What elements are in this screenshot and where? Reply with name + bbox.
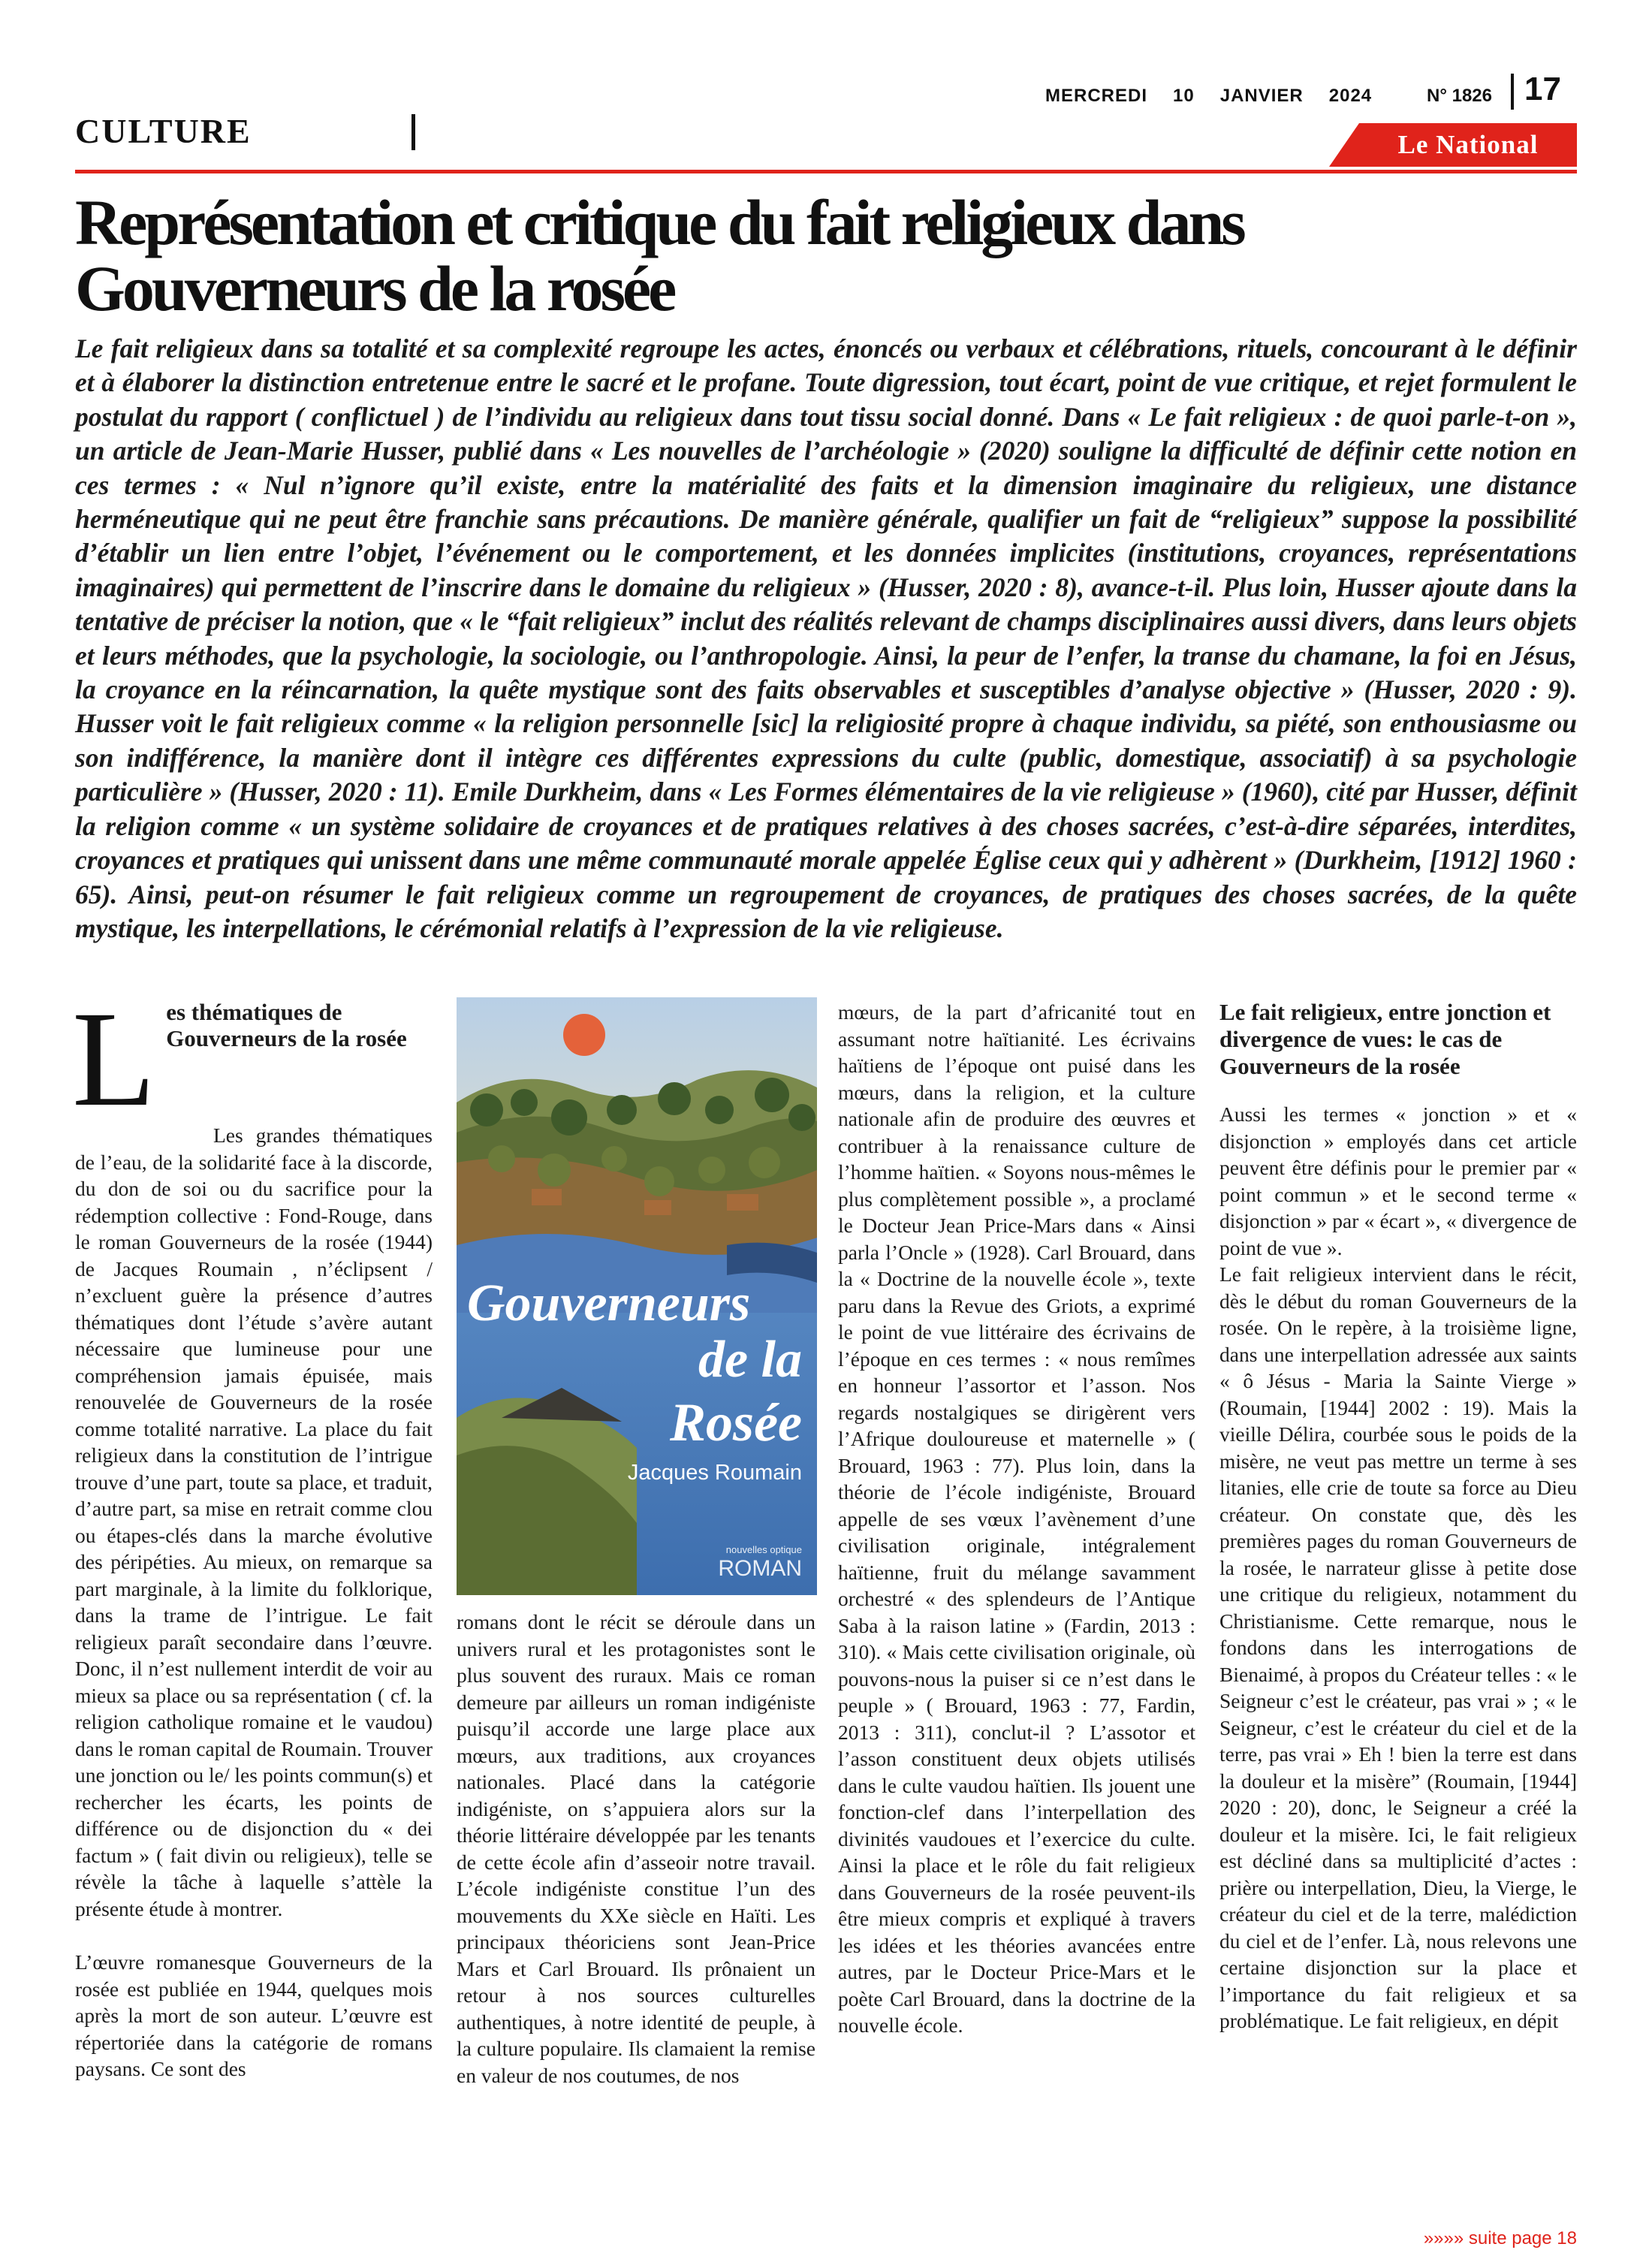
paragraph: mœurs, de la part d’africanité tout en assumant notre haïtianité. Les écrivains haïtiens de l’époque ont puisé dans les mœurs, dans la religion, et la culture nationale afin de produire des œuvres et contribuer à la renaissance culture de l’homme haïtien. « Soyons nous-mêmes le plus complètement possible », a proclamé le Docteur Jean Price-Mars dans « Ainsi parla l’Oncle » (1928). Carl Brouard, dans la « Doctrine de la nouvelle école », texte paru dans la Revue des Griots, a exprimé le point de vue littéraire des écrivains de l’époque en ces termes : « nous remîmes en honneur l’assortor et l’asson. Nos regards nostalgiques se dirigèrent vers l’Afrique douloureuse et maternelle » ( Brouard, 1963 : 77). Plus loin, dans la théorie de l’école indigéniste, Brouard appelle de ses vœux l’avènement d’une civilisation originale, intégralement haïtienne, fruit du mélange savamment orchestré « des splendeurs de l’Antique Saba à la raison latine » (Fardin, 2013 : 310). « Mais cette civilisation originale, où pouvons-nous la puiser si ce n’est dans le peuple » ( Brouard, 1963 : 77, Fardin, 2013 : 311), conclut-il ? L’assotor et l’asson constituent deux objets utilisés dans le culte vaudou haïtien. Ils jouent une fonction-clef dans l’interpellation des divinités vaudoues et l’exercice du culte. Ainsi la place et le rôle du fait religieux dans Gouverneurs de la rosée peuvent-ils être mieux compris et expliqué à travers les idées et les théories avancées entre autres, par le Docteur Price-Mars et le poète Carl Brouard, dans la doctrine de la nouvelle école. (838, 1000, 1195, 2037)
page-number-divider (1511, 74, 1514, 110)
cover-publisher: nouvelles optique (725, 1544, 802, 1555)
dateline-month: JANVIER (1219, 86, 1304, 106)
book-cover-image (457, 997, 817, 1595)
dateline-date: 10 (1173, 86, 1195, 106)
dateline-day: MERCREDI (1045, 86, 1148, 106)
paragraph: Aussi les termes « jonction » et « disjonction » employés dans cet article peuvent être définis pour le premier par « point commun » et le second terme « disjonction » par « écart », « divergence de point de vue ». (1219, 1102, 1577, 1259)
paragraph: romans dont le récit se déroule dans un univers rural et les protagonistes sont le plus souvent des ruraux. Mais ce roman demeure par ailleurs un roman indigéniste puisqu’il accorde une large place aux mœurs, aux traditions, aux croyances nationales. Placé dans la catégorie indigéniste, on s’appuiera alors sur la théorie littéraire développée par les tenants de cette école afin d’asseoir notre travail. L’école indigéniste constitue l’un des mouvements du XXe siècle en Haïti. Les principaux théoriciens sont Jean-Price Mars et Carl Brouard. Ils prônaient un retour à nos sources culturelles authentiques, à notre identité de peuple, à la culture populaire. Ils clamaient la remise en valeur de nos coutumes, de nos (457, 1610, 815, 2087)
sun-shape (563, 1014, 605, 1056)
article-column-2 (457, 1609, 815, 2089)
cover-author: Jacques Roumain (627, 1461, 802, 1485)
cover-title-line-3: Rosée (670, 1392, 802, 1452)
page-number: 17 (1524, 71, 1561, 107)
paragraph: Le fait religieux intervient dans le récit, dès le début du roman Gouverneurs de la rosée. On le repère, à la troisième ligne, dans une interpellation adressée aux saints « ô Jésus - Maria la Sainte Vierge » (Roumain, [1944] 2002 : 19). Mais la vieille Délira, courbée sous le poids de la misère, ne veut pas mettre un terme à ses litanies, elle crie de toute sa force au Dieu créateur. On constate que, dès les premières pages du roman Gouverneurs de la rosée, le narrateur glisse à petite dose une critique du religieux, notamment du Christianisme. Cette remarque, nous le fondons dans les interrogations de Bienaimé, à propos du Créateur telles : « le Seigneur c’est le créateur, pas vrai » ; « le Seigneur, c’est le créateur du ciel et de la terre, pas vrai » Eh ! bien la terre est dans la douleur et la misère” (Roumain, [1944] 2020 : 20), donc, le Seigneur a créé la douleur et la misère. Ici, le fait religieux est décliné dans sa multiplicité d’actes : prière ou interpellation, Dieu, la Vierge, le créateur du ciel et de la terre, malédiction du ciel et de l’enfer. Là, nous relevons une certaine disjonction sur la place et l’importance du fait religieux et sa problématique. Le fait religieux, en dépit (1219, 1262, 1577, 2032)
section-subhead: es thématiques de Gouverneurs de la rosée (166, 999, 407, 1051)
issue-number: N° 1826 (1427, 86, 1492, 106)
section-label: CULTURE (75, 112, 252, 150)
brand-wedge (1329, 123, 1359, 167)
section-subhead: Le fait religieux, entre jonction et divergence de vues: le cas de Gouverneurs de la rosée (1219, 999, 1551, 1079)
article-column-1 (72, 984, 433, 2083)
continued-link[interactable]: »»»» suite page 18 (1423, 2228, 1577, 2248)
paragraph: L’œuvre romanesque Gouverneurs de la rosée est publiée en 1944, quelques mois après la mort de son auteur. L’œuvre est répertoriée dans la catégorie de romans paysans. Ce sont des (75, 1950, 433, 2080)
cover-series: ROMAN (718, 1556, 802, 1581)
dateline (1045, 86, 1372, 107)
article-chapeau: Le fait religieux dans sa totalité et sa complexité regroupe les actes, énoncés ou verbaux et célébrations, rituels, concourant à le définir et à élaborer la distinction entretenue entre le sacré et le profane. Toute digression, tout écart, point de vue critique, et rejet formulent le postulat du rapport ( conflictuel ) de l’individu au religieux dans tout tissu social donné. Dans « Le fait religieux : de quoi parle-t-on », un article de Jean-Marie Husser, publié dans « Les nouvelles de l’archéologie » (2020) souligne la difficulté de définir cette notion en ces termes : « Nul n’ignore qu’il existe, entre la matérialité des faits et la dimension imaginaire du religieux, une distance herméneutique qui ne peut être franchie sans précautions. De manière générale, qualifier un fait de “religieux” suppose la possibilité d’établir un lien entre l’objet, l’événement ou le comportement, et les données implicites (institutions, croyances, représentations imaginaires) qui permettent de l’inscrire dans le domaine du religieux » (Husser, 2020 : 8), avance-t-il. Plus loin, Husser ajoute dans la tentative de préciser la notion, que « le “fait religieux” inclut des réalités relevant de champs disciplinaires aussi divers, dans leurs objets et leurs méthodes, que la psychologie, la sociologie, ou l’anthropologie. Ainsi, la peur de l’enfer, la transe du chamane, la foi en Jésus, la croyance en la réincarnation, la quête mystique sont des faits observables et susceptibles d’analyse objective » (Husser, 2020 : 9). Husser voit le fait religieux comme « la religion personnelle [sic] la religiosité propre à chaque individu, sa piété, son enthousiasme ou son indifférence, la manière dont il intègre ces différentes expressions du culte (public, domestique, associatif) à sa psychologie particulière » (Husser, 2020 : 11). Emile Durkheim, dans « Les Formes élémentaires de la vie religieuse » (1960), cité par Husser, définit la religion comme « un système solidaire de croyances et de pratiques relatives à des choses sacrées, c’est-à-dire séparées, interdites, croyances et pratiques qui unissent dans une même communauté morale appelée Église ceux qui y adhèrent » (Durkheim, [1912] 1960 : 65). Ainsi, peut-on résumer le fait religieux comme un regroupement de croyances, de pratiques des choses sacrées, de la quête mystique, les interpellations, le cérémonial relatifs à l’expression de la vie religieuse. (75, 333, 1577, 943)
section-divider (411, 114, 415, 150)
cover-title-line-1: Gouverneurs (467, 1274, 751, 1332)
newspaper-brand: Le National (1359, 123, 1577, 167)
article-column-3 (838, 999, 1195, 2039)
cover-title-line-2: de la (698, 1331, 802, 1389)
dateline-year: 2024 (1328, 86, 1373, 106)
article-title: Représentation et critique du fait religieux dans Gouverneurs de la rosée (75, 186, 1244, 324)
drop-cap: L (72, 984, 156, 1135)
article-column-4 (1219, 999, 1577, 2034)
header-rule (75, 170, 1577, 173)
paragraph: Les grandes thématiques de l’eau, de la solidarité face à la discorde, du don de soi ou du sacrifice pour la rédemption collective : Fond-Rouge, dans le roman Gouverneurs de la rosée (1944) de Jacques Roumain , n’éclipsent / n’excluent guère la présence d’autres thématiques dont l’étude s’avère autant nécessaire que lumineuse pour une compréhension jamais épuisée, mais renouvelée de Gouverneurs de la rosée comme totalité narrative. La place du fait religieux dans la constitution de l’intrigue trouve d’une part, toute sa place, et traduit, d’autre part, sa mise en retrait comme clou ou étapes-clés dans la marche évolutive des péripéties. Au mieux, on remarque sa part marginale, à la limite du folklorique, dans la trame de l’intrigue. Le fait religieux paraît secondaire dans l’œuvre. Donc, il n’est nullement interdit de voir au mieux sa place ou sa représentation ( cf. la religion catholique romaine et le vaudou) dans le roman capital de Roumain. Trouver une jonction ou le/ les points commun(s) et rechercher les écarts, les points de différence ou de disjonction du « dei factum » ( fait divin ou religieux), telle se révèle la tâche à laquelle s’attèle la présente étude à montrer. (75, 1123, 433, 1920)
